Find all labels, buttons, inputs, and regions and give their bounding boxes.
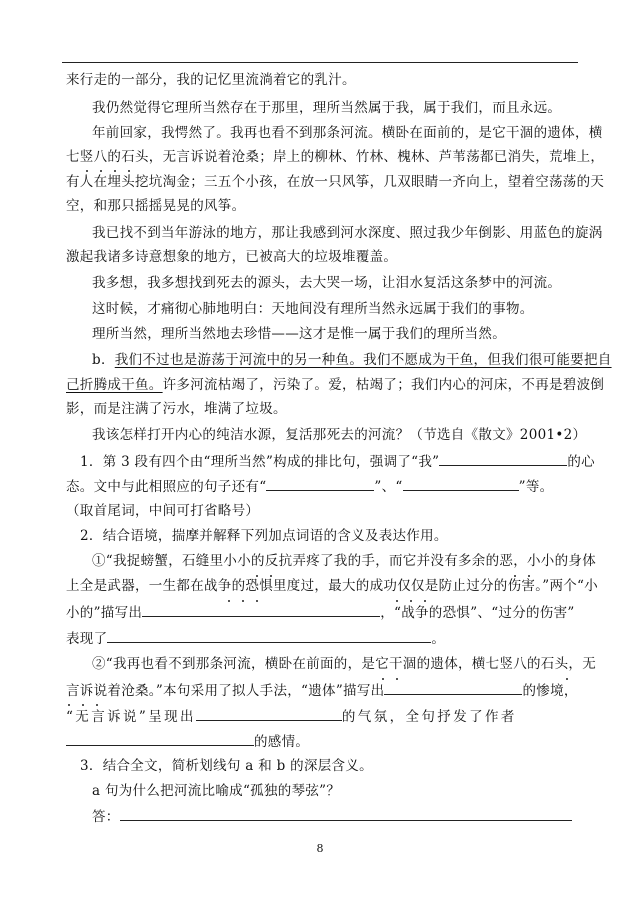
emphasis-dot bbox=[514, 575, 516, 577]
answer-blank[interactable] bbox=[439, 453, 567, 466]
emphasis-dot bbox=[96, 704, 98, 706]
question-1-note: （取首尾词，中间可打省略号） bbox=[66, 503, 260, 519]
text-line bbox=[66, 377, 605, 393]
emphasis-dot bbox=[566, 678, 568, 680]
underlined-sentence-b bbox=[92, 352, 612, 368]
text-line: 激起我诸多诗意想象的地方，已被高大的垃圾堆覆盖。 bbox=[66, 249, 398, 265]
emphasis-dot bbox=[242, 600, 244, 602]
text-line: 年前回家，我愕然了。我再也看不到那条河流。横卧在面前的，是它干涸的遗体，横 bbox=[92, 125, 603, 141]
question-2-2-cont bbox=[66, 708, 578, 725]
emphasis-dot bbox=[86, 170, 88, 172]
text-line: 这时候，才痛彻心肺地明白：天地间没有理所当然永远属于我们的事物。 bbox=[92, 301, 534, 317]
text-span: 许多河流枯竭了，污染了。爱，枯竭了；我们内心的河床，不再是碧波倒 bbox=[162, 377, 605, 393]
question-3-answer bbox=[92, 808, 578, 825]
question-2-1-cont bbox=[66, 604, 578, 621]
text-line: 空，和那只摇摇晃晃的风筝。 bbox=[66, 198, 246, 214]
text-line: 影，而是注满了污水，堆满了垃圾。 bbox=[66, 401, 287, 417]
text-line: 我多想，我多想找到死去的源头，去大哭一场，让泪水复活这条梦中的河流。 bbox=[92, 275, 562, 291]
question-text: ，“战争的恐惧”、“过分的伤害” bbox=[380, 605, 575, 621]
question-text: 。 bbox=[431, 631, 446, 647]
question-3: 3．结合全文，简析划线句 a 和 b 的深层含义。 bbox=[80, 758, 373, 774]
emphasis-dot bbox=[424, 600, 426, 602]
emphasis-dot bbox=[410, 600, 412, 602]
text-line: 有人在埋头挖坑淘金；三五个小孩，在放一只风筝，几双眼睛一齐向上，望着空荡荡的天 bbox=[66, 174, 605, 190]
emphasis-dot bbox=[228, 600, 230, 602]
question-2-2: ②“我再也看不到那条河流，横卧在前面的，是它干涸的遗体，横七竖八的石头，无 bbox=[92, 656, 597, 672]
question-text: 小的”描写出 bbox=[66, 605, 143, 621]
underlined-text: 己折腾成干鱼。 bbox=[66, 377, 163, 393]
text-line: 七竖八的石头，无言诉说着沧桑；岸上的柳林、竹林、槐林、芦苇荡都已消失，荒堆上， bbox=[66, 149, 605, 165]
answer-label: 答： bbox=[92, 809, 120, 825]
answer-blank[interactable] bbox=[66, 733, 254, 746]
emphasis-dot bbox=[114, 170, 116, 172]
answer-blank[interactable] bbox=[266, 478, 374, 491]
emphasis-dot bbox=[68, 704, 70, 706]
question-3-a: a 句为什么把河流比喻成“孤独的琴弦”？ bbox=[92, 783, 341, 799]
question-2-2-cont bbox=[66, 682, 578, 699]
answer-blank[interactable] bbox=[107, 630, 431, 643]
label-b: b． bbox=[92, 352, 115, 368]
question-2-1-cont bbox=[66, 630, 578, 647]
text-line: 我仍然觉得它理所当然存在于那里，理所当然属于我，属于我们，而且永远。 bbox=[92, 100, 562, 116]
answer-blank[interactable] bbox=[403, 478, 519, 491]
question-text: 言诉说着沧桑。”本句采用了拟人手法，“遗体”描写出 bbox=[66, 683, 385, 699]
question-text: 的感情。 bbox=[254, 734, 310, 750]
question-text: 态。文中与此相照应的句子还有“ bbox=[66, 479, 267, 495]
answer-blank[interactable] bbox=[120, 808, 572, 821]
question-2-2-cont bbox=[66, 733, 578, 750]
top-rule bbox=[62, 62, 578, 63]
question-text: 的心 bbox=[567, 454, 595, 470]
question-text: ”、“ bbox=[374, 479, 403, 495]
emphasis-dot bbox=[100, 170, 102, 172]
emphasis-dot bbox=[396, 678, 398, 680]
question-text: 表现了 bbox=[66, 631, 108, 647]
emphasis-dot bbox=[270, 575, 272, 577]
question-text: “无言诉说”呈现出 bbox=[66, 709, 196, 725]
question-2: 2．结合语境，揣摩并解释下列加点词语的含义及表达作用。 bbox=[80, 528, 448, 544]
emphasis-dot bbox=[128, 170, 130, 172]
emphasis-dot bbox=[256, 575, 258, 577]
emphasis-dot bbox=[256, 600, 258, 602]
page-number: 8 bbox=[316, 842, 324, 855]
emphasis-dot bbox=[82, 704, 84, 706]
question-1 bbox=[80, 453, 595, 470]
question-2-1: ①“我捉螃蟹，石缝里小小的反抗弄疼了我的手，而它并没有多余的恶，小小的身体 bbox=[92, 553, 597, 569]
emphasis-dot bbox=[528, 575, 530, 577]
question-text: ”等。 bbox=[518, 479, 554, 495]
text-line: 我该怎样打开内心的纯洁水源，复活那死去的河流？（节选自《散文》2001•2） bbox=[92, 427, 587, 443]
emphasis-dot bbox=[382, 678, 384, 680]
question-text: 1．第 3 段有四个由“理所当然”构成的排比句，强调了“我” bbox=[80, 454, 440, 470]
text-line: 来行走的一部分，我的记忆里流淌着它的乳汁。 bbox=[66, 72, 356, 88]
question-text: 的气氛，全句抒发了作者 bbox=[341, 709, 517, 725]
text-line: 我已找不到当年游泳的地方，那让我感到河水深度、照过我少年倒影、用蓝色的旋涡 bbox=[92, 225, 603, 241]
text-line: 理所当然，理所当然地去珍惜——这才是惟一属于我们的理所当然。 bbox=[92, 326, 506, 342]
emphasis-dot bbox=[396, 600, 398, 602]
answer-blank[interactable] bbox=[196, 708, 342, 721]
question-1-cont bbox=[66, 478, 578, 495]
question-2-1-cont: 上全是武器，一生都在战争的恐惧里度过，最大的成功仅仅是防止过分的伤害。”两个“小 bbox=[66, 578, 599, 594]
answer-blank[interactable] bbox=[142, 604, 380, 617]
question-text: 的惨境， bbox=[522, 683, 578, 699]
underlined-text: 我们不过也是游荡于河流中的另一种鱼。我们不愿成为干鱼，但我们很可能要把自 bbox=[114, 352, 612, 368]
answer-blank[interactable] bbox=[384, 682, 522, 695]
